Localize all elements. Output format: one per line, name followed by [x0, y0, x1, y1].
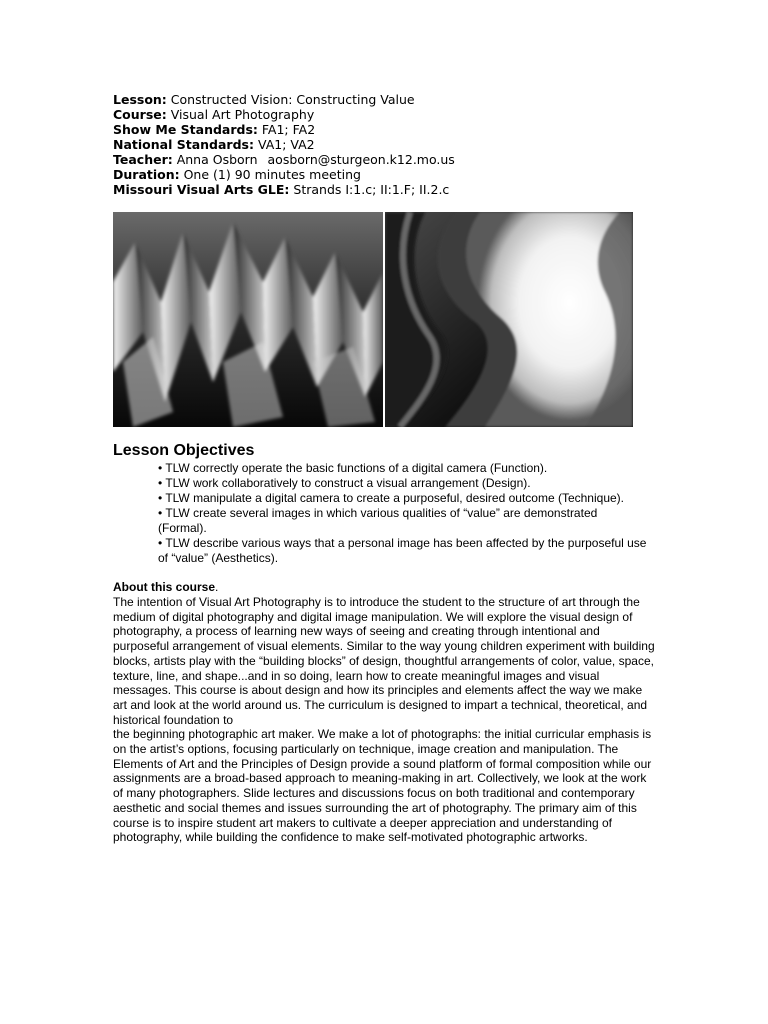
meta-label: National Standards:: [113, 137, 254, 152]
objective-item: • TLW describe various ways that a personal image has been affected by the purposeful use of “value” (Aesthetics).: [158, 536, 647, 565]
meta-value: Visual Art Photography: [166, 107, 315, 122]
lesson-objectives-heading: Lesson Objectives: [113, 442, 255, 459]
about-paragraph: The intention of Visual Art Photography is to introduce the student to the structure of art through the medium of digital photography and digital image manipulation. We will explore the visual design of photography, a process of learning new ways of seeing and creating through intentional and purposeful arrangement of visual elements. Similar to the way young children experiment with building: [113, 595, 655, 654]
about-course-text: [113, 595, 658, 845]
teacher-email: aosborn@sturgeon.k12.mo.us: [267, 152, 455, 167]
course-line: [113, 107, 673, 122]
objective-item: • TLW correctly operate the basic functions of a digital camera (Function).: [158, 461, 548, 475]
meta-value: FA1; FA2: [257, 122, 316, 137]
about-paragraph: the beginning photographic art maker. We make a lot of photographs: the initial curricular emphasis is on the artist’s options, focusing particularly on technique, image creation and manipulation. The Elements of Art and the Principles of Design provide a sound platform of formal composition while our assignments are a broad-based approach to meaning-making in art. Collectively, we look at the work of many photographers. Slide lectures and discussions focus on both traditional and contemporary aesthetic and social themes and issues surrounding the art of photography. The primary aim of this course is to inspire student art makers to cultivate a deeper appreciation and understanding of photography, while building the confidence to make self-motivated photographic artworks.: [113, 727, 652, 845]
national-standards-line: [113, 137, 673, 152]
lesson-objectives-list: [158, 461, 648, 566]
meta-label: Missouri Visual Arts GLE:: [113, 182, 290, 197]
duration-line: [113, 167, 673, 182]
meta-value: Anna Osborn: [172, 152, 258, 167]
show-me-standards-line: [113, 122, 673, 137]
meta-label: Course:: [113, 107, 167, 122]
lesson-line: [113, 92, 673, 107]
about-course-title: About this course: [113, 580, 216, 594]
meta-value: One (1) 90 minutes meeting: [179, 167, 361, 182]
objective-item: • TLW create several images in which various qualities of “value” are demonstrated (Formal).: [158, 506, 598, 535]
folded-paper-photo: [113, 212, 383, 427]
meta-value: Constructed Vision: Constructing Value: [166, 92, 415, 107]
gle-line: [113, 182, 673, 197]
example-photographs: [113, 212, 633, 427]
about-course-heading: [113, 580, 218, 595]
teacher-line: [113, 152, 673, 167]
about-paragraph: blocks, artists play with the “building blocks” of design, thoughtful arrangements of color, value, space, texture, line, and shape...and in so doing, learn how to create meaningful images and visual messages. This course is about design and how its principles and elements affect the way we make art and look at the world around us. The curriculum is designed to impart a technical, theoretical, and historical foundation to: [113, 653, 654, 727]
about-course-title-suffix: .: [215, 580, 219, 594]
curved-forms-photo: [385, 212, 633, 427]
objective-item: • TLW manipulate a digital camera to create a purposeful, desired outcome (Technique).: [158, 491, 625, 505]
meta-label: Duration:: [113, 167, 180, 182]
meta-label: Lesson:: [113, 92, 167, 107]
meta-value: VA1; VA2: [253, 137, 315, 152]
lesson-header: [113, 92, 673, 197]
meta-label: Teacher:: [113, 152, 173, 167]
meta-value: Strands I:1.c; II:1.F; II.2.c: [289, 182, 450, 197]
meta-label: Show Me Standards:: [113, 122, 258, 137]
objective-item: • TLW work collaboratively to construct a visual arrangement (Design).: [158, 476, 531, 490]
